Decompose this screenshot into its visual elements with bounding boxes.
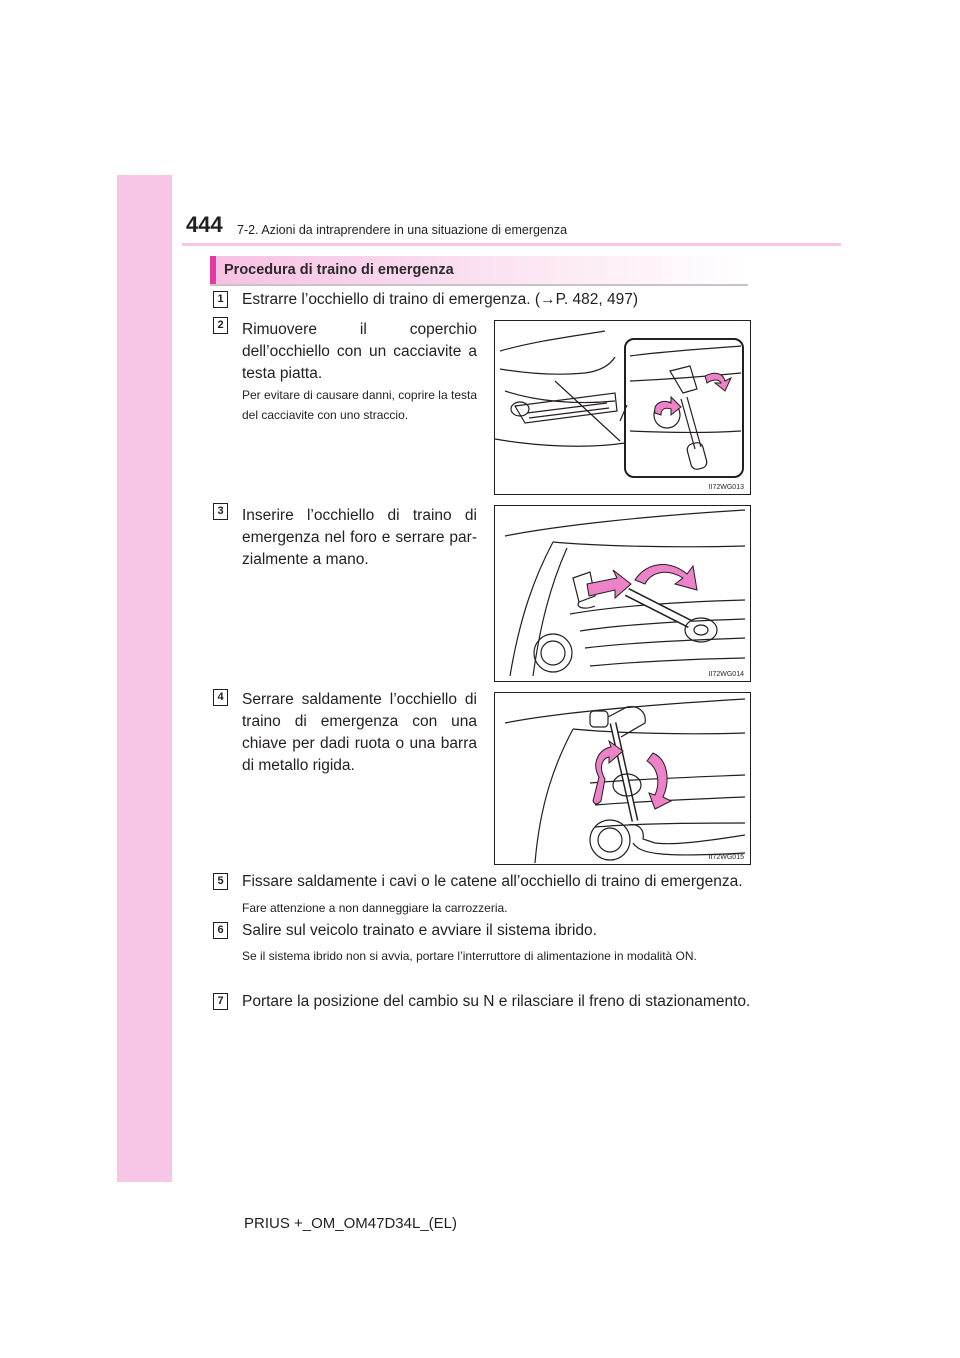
step-number-badge: 4	[213, 689, 228, 706]
bumper-screwdriver-illustration	[495, 321, 750, 494]
page-number: 444	[186, 212, 223, 237]
chapter-sidebar-tab	[117, 175, 172, 1182]
figure-tighten-eyelet	[494, 692, 751, 865]
figure-remove-cover	[494, 320, 751, 495]
step-number-badge: 2	[213, 317, 228, 334]
figure-code: II72WG014	[708, 671, 744, 678]
step-4-text: Serrare saldamente l’occhiello di traino di emergenza con una chiave per dadi ruota o una barra di metallo rigida.	[242, 691, 477, 774]
step-3-text: Inserire l’occhiello di traino di emergenza nel foro e serrare par-zialmente a mano.	[242, 507, 477, 568]
step-number-badge: 3	[213, 503, 228, 520]
step-5-note: Fare attenzione a non danneggiare la carrozzeria.	[242, 901, 508, 915]
step-number-badge: 1	[213, 291, 228, 308]
step-2-text: Rimuovere il coperchio dell’occhiello con un cacciavite a testa piatta.	[242, 321, 477, 382]
step-number-badge: 5	[213, 873, 228, 890]
section-title: 7-2. Azioni da intraprendere in una situazione di emergenza	[237, 223, 568, 237]
procedure-heading-text: Procedura di traino di emergenza	[224, 262, 454, 278]
procedure-heading	[210, 256, 748, 286]
figure-insert-eyelet	[494, 505, 751, 682]
step-number-badge: 7	[213, 993, 228, 1010]
document-code: PRIUS +_OM_OM47D34L_(EL)	[244, 1215, 458, 1232]
header-divider	[182, 243, 841, 246]
step-7-text: Portare la posizione del cambio su N e rilasciare il freno di stazionamento.	[242, 993, 751, 1010]
step-6-note: Se il sistema ibrido non si avvia, portare l’interruttore di alimentazione in modalità ON.	[242, 949, 697, 963]
heading-accent-bar	[210, 256, 216, 284]
step-5-text: Fissare saldamente i cavi o le catene all’occhiello di traino di emergenza.	[242, 873, 743, 890]
figure-code: II72WG013	[708, 484, 744, 491]
figure-code: II72WG015	[708, 854, 744, 861]
step-1-text: Estrarre l’occhiello di traino di emergenza. (→P. 482, 497)	[242, 291, 639, 308]
eyelet-insertion-illustration	[495, 506, 750, 681]
step-2-note: Per evitare di causare danni, coprire la testa del cacciavite con uno straccio.	[242, 388, 477, 422]
step-6-text: Salire sul veicolo trainato e avviare il sistema ibrido.	[242, 922, 597, 939]
wrench-tightening-illustration	[495, 693, 750, 864]
step-number-badge: 6	[213, 922, 228, 939]
